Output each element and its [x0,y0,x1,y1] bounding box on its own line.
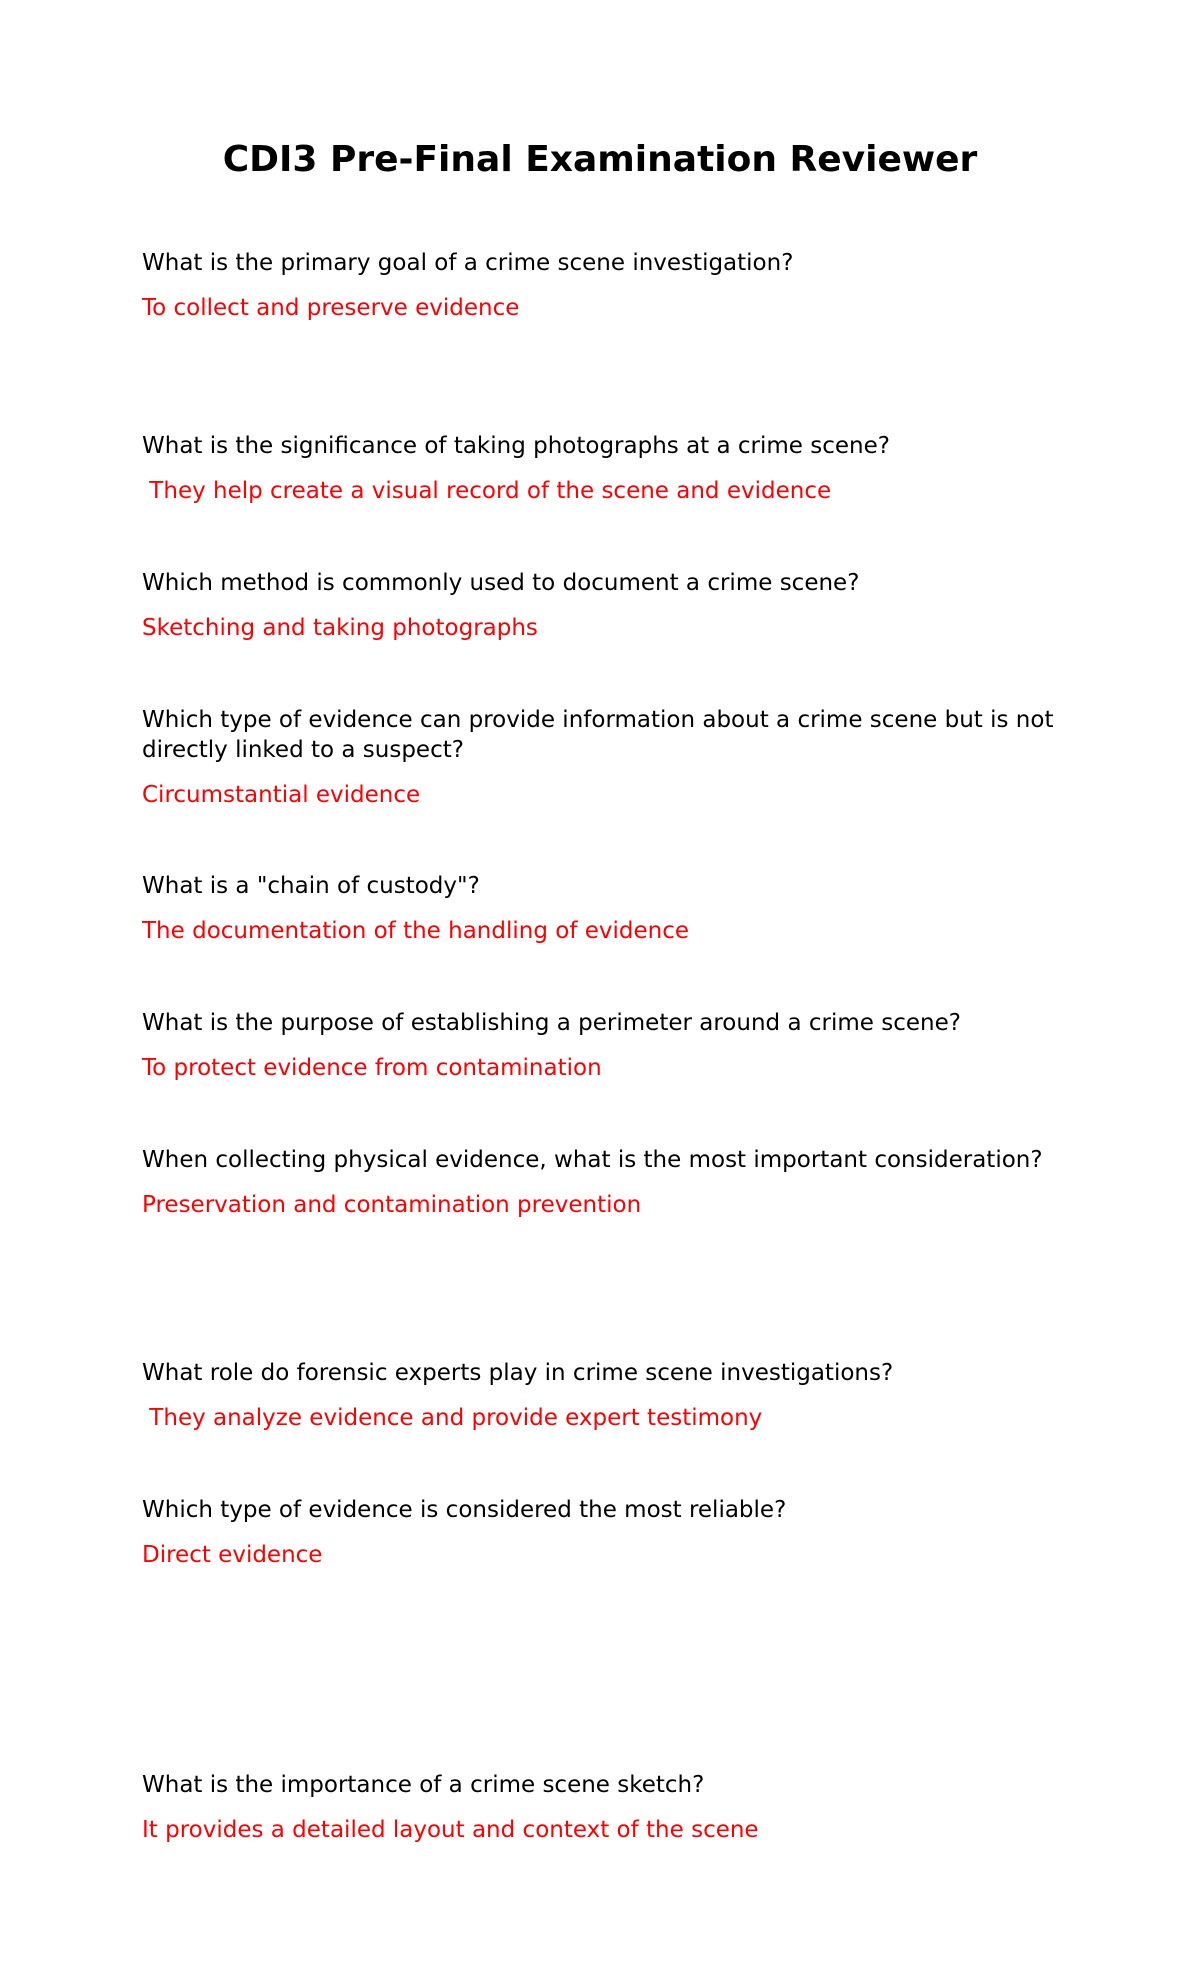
question-text: What is the primary goal of a crime scene investigation? [142,250,794,276]
question-text: Which method is commonly used to document a crime scene? [142,570,860,596]
qa-item-1 [142,248,1062,323]
question-text: What is the importance of a crime scene sketch? [142,1772,705,1798]
question-text: Which type of evidence can provide information about a crime scene but is not directly linked to a suspect? [142,707,1054,763]
qa-item-2 [142,431,1062,506]
question-text: Which type of evidence is considered the most reliable? [142,1497,787,1523]
answer-text: Direct evidence [142,1542,323,1568]
answer-text: They analyze evidence and provide expert testimony [142,1405,763,1431]
answer-text: They help create a visual record of the scene and evidence [142,478,832,504]
answer-text: Preservation and contamination prevention [142,1192,642,1218]
qa-item-4 [142,705,1062,810]
question-text: What is the purpose of establishing a perimeter around a crime scene? [142,1010,961,1036]
document-title: CDI3 Pre-Final Examination Reviewer [222,139,978,180]
answer-text: It provides a detailed layout and context of the scene [142,1817,759,1843]
answer-text: Circumstantial evidence [142,782,421,808]
question-text: What is a "chain of custody"? [142,873,480,899]
qa-item-8 [142,1358,1062,1433]
qa-item-5 [142,871,1062,946]
answer-text: To collect and preserve evidence [142,295,520,321]
question-text: What role do forensic experts play in crime scene investigations? [142,1360,894,1386]
qa-item-6 [142,1008,1062,1083]
answer-text: Sketching and taking photographs [142,615,538,641]
question-text: When collecting physical evidence, what is the most important consideration? [142,1147,1043,1173]
qa-item-9 [142,1495,1062,1570]
answer-text: The documentation of the handling of evidence [142,918,690,944]
qa-item-10 [142,1770,1062,1845]
answer-text: To protect evidence from contamination [142,1055,602,1081]
qa-item-3 [142,568,1062,643]
question-text: What is the significance of taking photographs at a crime scene? [142,433,890,459]
qa-item-7 [142,1145,1062,1220]
